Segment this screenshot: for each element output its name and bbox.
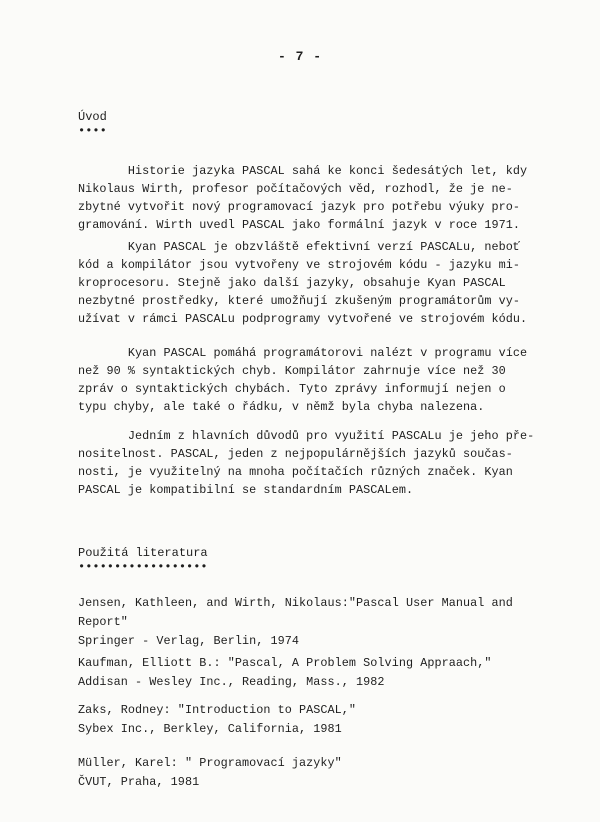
reference-line: Sybex Inc., Berkley, California, 1981 [78,722,342,736]
reference-item [78,754,548,792]
intro-paragraph-4 [78,427,538,499]
paragraph-line: kód a kompilátor jsou vytvořeny ve strojovém kódu - jazyku mi- [78,258,521,272]
paragraph-line: Kyan PASCAL je obzvláště efektivní verzí PASCALu, neboť [78,240,521,254]
literature-heading: Použitá literatura [78,546,208,560]
paragraph-line: užívat v rámci PASCALu podprogramy vytvořené ve strojovém kódu. [78,312,528,326]
reference-item [78,701,548,739]
paragraph-line: Historie jazyka PASCAL sahá ke konci šedesátých let, kdy [78,164,528,178]
paragraph-line: zpráv o syntaktických chybách. Tyto zprávy informují nejen o [78,382,506,396]
paragraph-line: Jedním z hlavních důvodů pro využití PASCALu je jeho pře- [78,429,535,443]
paragraph-line: nezbytné prostředky, které umožňují zkušeným programátorům vy- [78,294,521,308]
page-number: - 7 - [277,49,322,64]
reference-line: Springer - Verlag, Berlin, 1974 [78,634,300,648]
intro-paragraph-1 [78,162,538,234]
intro-heading: Úvod [78,110,107,124]
paragraph-line: Nikolaus Wirth, profesor počítačových věd, rozhodl, že je ne- [78,182,513,196]
paragraph-line: PASCAL je kompatibilní se standardním PASCALem. [78,483,414,497]
reference-line: Jensen, Kathleen, and Wirth, Nikolaus:"Pascal User Manual and [78,596,513,610]
intro-paragraph-2 [78,238,538,328]
intro-paragraph-3 [78,344,538,416]
reference-line: Zaks, Rodney: "Introduction to PASCAL," [78,703,357,717]
paragraph-line: nositelnost. PASCAL, jeden z nejpopulárnějších jazyků součas- [78,447,513,461]
paragraph-line: gramování. Wirth uvedl PASCAL jako formální jazyk v roce 1971. [78,218,521,232]
paragraph-line: zbytné vytvořit nový programovací jazyk pro potřebu výuky pro- [78,200,521,214]
reference-item [78,654,548,692]
reference-line: Müller, Karel: " Programovací jazyky" [78,756,342,770]
paragraph-line: než 90 % syntaktických chyb. Kompilátor zahrnuje více než 30 [78,364,506,378]
intro-heading-underline: •••• [78,124,107,138]
paragraph-line: typu chyby, ale také o řádku, v němž byla chyba nalezena. [78,400,485,414]
paragraph-line: Kyan PASCAL pomáhá programátorovi nalézt v programu více [78,346,528,360]
reference-item [78,594,548,651]
reference-line: Kaufman, Elliott B.: "Pascal, A Problem Solving Appraach," [78,656,492,670]
literature-heading-underline: •••••••••••••••••• [78,560,208,574]
reference-line: Report" [78,615,128,629]
paragraph-line: kroprocesoru. Stejně jako další jazyky, obsahuje Kyan PASCAL [78,276,506,290]
reference-line: Addisan - Wesley Inc., Reading, Mass., 1982 [78,675,385,689]
reference-line: ČVUT, Praha, 1981 [78,775,200,789]
paragraph-line: nosti, je využitelný na mnoha počítačích různých značek. Kyan [78,465,513,479]
